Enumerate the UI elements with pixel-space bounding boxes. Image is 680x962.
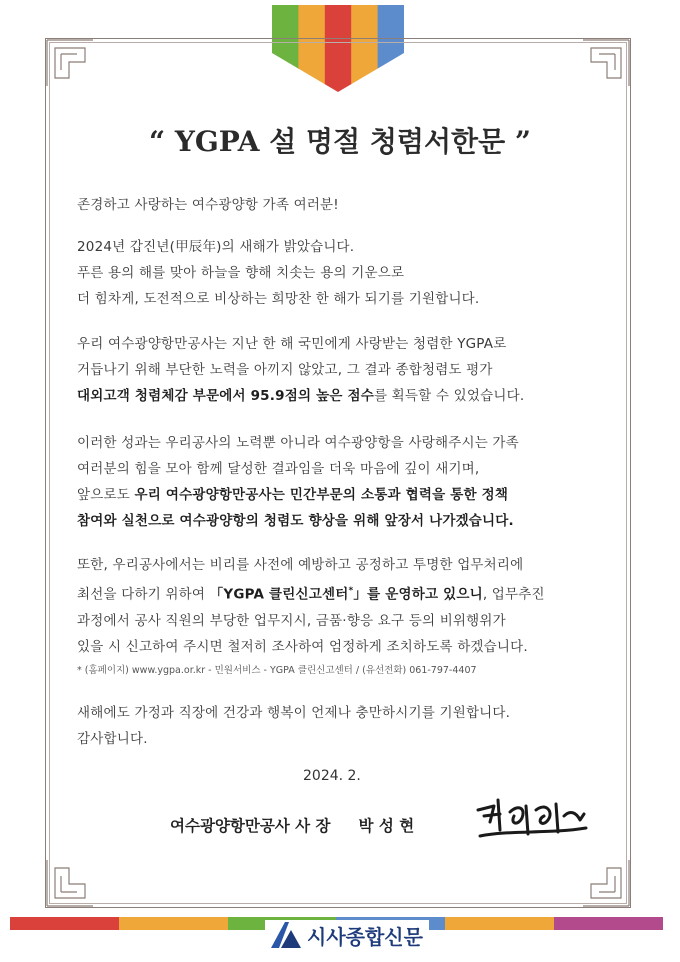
paragraph-line-pre: 최선을 다하기 위하여 [77,586,210,603]
highlight-score: 대외고객 청렴체감 부문에서 95.9점의 높은 점수 [77,388,374,404]
paragraph-line: 과정에서 공사 직원의 부당한 업무지시, 금품·향응 요구 등의 비위행위가 [77,612,506,629]
paragraph-commitment [77,430,607,534]
publisher-name: 시사종합신문 [307,924,423,949]
paragraph-line-pre: 앞으로도 [77,487,135,503]
stripe-segment [445,917,554,930]
corner-ornament-bottom-right [581,858,631,908]
paragraph-line: 여러분의 힘을 모아 함께 달성한 결과임을 더욱 마음에 깊이 새기며, [77,461,480,477]
signer [170,814,414,836]
paragraph-line: 있을 시 신고하여 주시면 철저히 조사하여 엄정하게 조치하도록 하겠습니다. [77,638,528,655]
paragraph-new-year [77,234,607,312]
stripe-segment [119,917,228,930]
paragraph-line: 푸른 용의 해를 맞아 하늘을 향해 치솟는 용의 기운으로 [77,265,405,281]
publisher-watermark [265,920,429,950]
paragraph-line-rest: 를 획득할 수 있었습니다. [373,388,525,404]
publisher-logo-icon [271,922,301,948]
signer-name: 박 성 현 [358,817,415,835]
footnote: * (홈페이지) www.ygpa.or.kr - 민원서비스 - YGPA 클린신고센터 / (유선전화) 061-797-4407 [77,665,477,676]
paragraph-achievement [77,331,607,409]
paragraph-line [77,383,607,409]
stripe-segment [554,917,663,930]
greeting-text: 존경하고 사랑하는 여수광양항 가족 여러분! [77,197,339,213]
paragraph-line: 새해에도 가정과 직장에 건강과 행복이 언제나 충만하시기를 기원합니다. [77,705,511,721]
greeting [77,192,607,218]
paragraph-line: 이러한 성과는 우리공사의 노력뿐 아니라 여수광양항을 사랑해주시는 가족 [77,435,519,451]
paragraph-line: 또한, 우리공사에서는 비리를 사전에 예방하고 공정하고 투명한 업무처리에 [77,557,524,573]
letter-title: “ YGPA 설 명절 청렴서한문 ” [149,125,531,158]
paragraph-line [77,578,607,608]
highlight-clean-center-rest: 」를 운영하고 있으니 [353,586,483,603]
paragraph-line: 거듭나기 위해 부단한 노력을 아끼지 않았고, 그 결과 종합청렴도 평가 [77,362,493,378]
paragraph-line: 감사합니다. [77,731,148,747]
paragraph-line: 더 힘차게, 도전적으로 비상하는 희망찬 한 해가 되기를 기원합니다. [77,291,480,307]
paragraph-line: 우리 여수광양항만공사는 지난 한 해 국민에게 사랑받는 청렴한 YGPA로 [77,336,507,352]
paragraph-line-rest: , 업무추진 [482,586,545,603]
corner-ornament-bottom-left [45,858,95,908]
highlight-commitment: 우리 여수광양항만공사는 민간부문의 소통과 협력을 통한 정책 [134,487,509,503]
paragraph-line: 2024년 갑진년(甲辰年)의 새해가 밝았습니다. [77,239,355,255]
corner-ornament-top-left [45,38,95,88]
highlight-clean-center: 「YGPA 클린신고센터 [209,586,349,603]
paragraph-line [77,482,607,508]
stripe-segment [10,917,119,930]
handwritten-signature [470,790,590,850]
paragraph-clean-center [77,552,607,660]
footnote-marker: * [348,586,354,596]
letter-date: 2024. 2. [303,768,361,784]
highlight-commitment-cont: 참여와 실천으로 여수광양항의 청렴도 향상을 위해 앞장서 나가겠습니다. [77,513,514,529]
paragraph-closing [77,700,607,752]
corner-ornament-top-right [581,38,631,88]
signer-title: 여수광양항만공사 사 장 [170,817,331,835]
